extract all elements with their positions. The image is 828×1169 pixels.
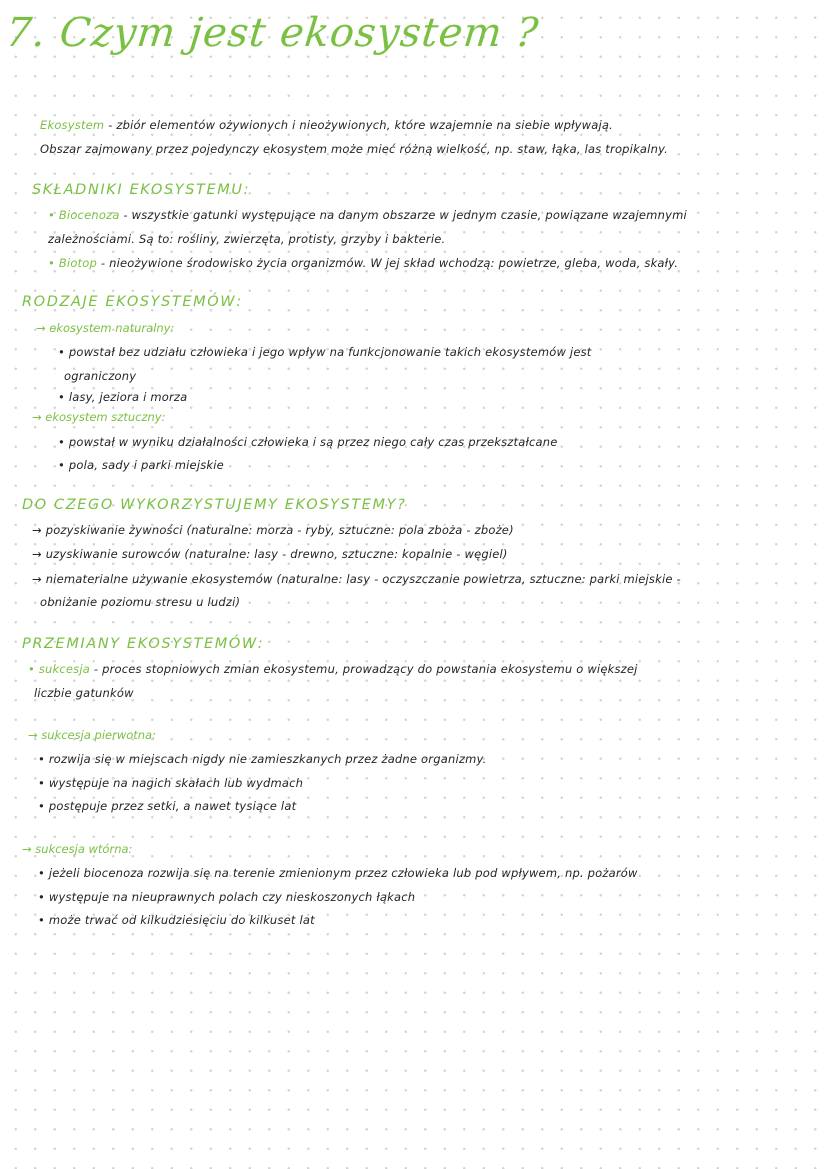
uses-item-3a: → niematerialne używanie ekosystemów (naturalne: lasy - oczyszczanie powietrza, sztuczne: parki miejskie - [32,572,681,586]
natural-item-1b: ograniczony [64,369,137,383]
ekosystem-term: Ekosystem [40,118,105,132]
uses-heading: DO CZEGO WYKORZYSTUJEMY EKOSYSTEMY? [22,497,407,513]
primary-item-1: • rozwija się w miejscach nigdy nie zamieszkanych przez żadne organizmy. [38,752,487,766]
intro-line-1 [40,118,613,132]
sukcesja-definition: - proces stopniowych zmian ekosystemu, prowadzący do powstania ekosystemu o większej [90,662,638,676]
biotop-line [48,256,678,270]
primary-item-3: • postępuje przez setki, a nawet tysiące lat [38,799,297,813]
biocenoza-line-2: zależnościami. Są to: rośliny, zwierzęta, protisty, grzyby i bakterie. [48,232,446,246]
natural-label: → ekosystem naturalny: [36,321,175,335]
page-title: 7. Czym jest ekosystem ? [3,10,542,56]
secondary-label: → sukcesja wtórna: [22,842,133,856]
primary-item-2: • występuje na nagich skałach lub wydmach [38,776,304,790]
biotop-definition: - nieożywione środowisko życia organizmów. W jej skład wchodzą: powietrze, gleba, woda, skały. [97,256,679,270]
artificial-label: → ekosystem sztuczny: [32,410,166,424]
secondary-item-3: • może trwać od kilkudziesięciu do kilkuset lat [38,913,315,927]
artificial-item-1: • powstał w wyniku działalności człowieka i są przez niego cały czas przekształcane [58,435,558,449]
biocenoza-term: • Biocenoza [48,208,120,222]
sukcesja-term: • sukcesja [28,662,91,676]
ekosystem-definition: - zbiór elementów ożywionych i nieożywionych, które wzajemnie na siebie wpływają. [104,118,613,132]
biocenoza-definition: - wszystkie gatunki występujące na danym obszarze w jednym czasie, powiązane wzajemnymi [119,208,687,222]
artificial-item-2: • pola, sady i parki miejskie [58,458,224,472]
natural-item-1a: • powstał bez udziału człowieka i jego wpływ na funkcjonowanie takich ekosystemów jest [58,345,592,359]
uses-item-1: → pozyskiwanie żywności (naturalne: morza - ryby, sztuczne: pola zboża - zboże) [32,523,514,537]
primary-label: → sukcesja pierwotna: [28,728,156,742]
biocenoza-line-1 [48,208,687,222]
biotop-term: • Biotop [48,256,98,270]
intro-line-2: Obszar zajmowany przez pojedynczy ekosystem może mieć różną wielkość, np. staw, łąka, las tropikalny. [40,142,669,156]
types-heading: RODZAJE EKOSYSTEMÓW: [22,294,243,310]
uses-item-3b: obniżanie poziomu stresu u ludzi) [40,595,241,609]
natural-item-2: • lasy, jeziora i morza [58,390,188,404]
components-heading: SKŁADNIKI EKOSYSTEMU: [32,182,251,198]
uses-item-2: → uzyskiwanie surowców (naturalne: lasy - drewno, sztuczne: kopalnie - węgiel) [32,547,508,561]
secondary-item-2: • występuje na nieuprawnych polach czy nieskoszonych łąkach [38,890,416,904]
changes-heading: PRZEMIANY EKOSYSTEMÓW: [22,636,265,652]
secondary-item-1: • jeżeli biocenoza rozwija się na terenie zmienionym przez człowieka lub pod wpływem, np. pożarów [38,866,638,880]
sukcesja-line-2: liczbie gatunków [34,686,134,700]
sukcesja-line-1 [28,662,638,676]
